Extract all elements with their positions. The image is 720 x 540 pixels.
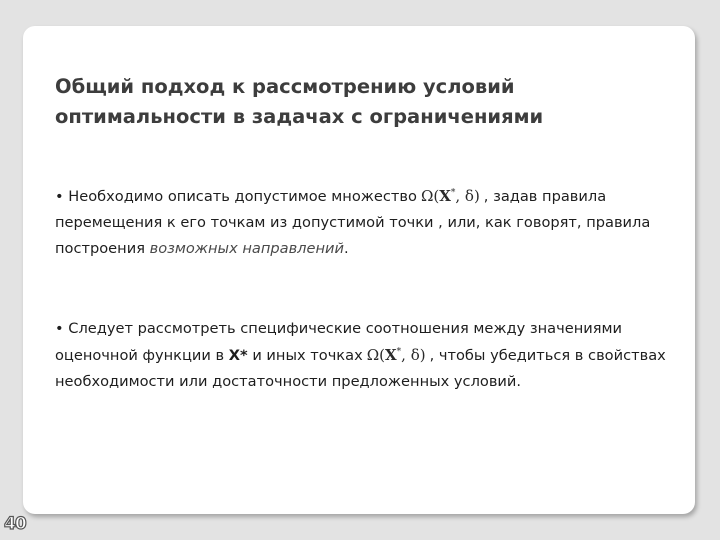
bullet-2-text-before: Следует рассмотреть специфические соотношения между значениями оценочной функции в (55, 320, 623, 364)
emphasis-term: возможных направлений (149, 240, 344, 257)
bullet-1-text-middle: , задав правила перемещения к его точкам из допустимой точки , или, как говорят, правила построения (55, 188, 651, 257)
bullet-1-text-before: Необходимо описать допустимое множество (68, 188, 417, 205)
bullet-item-2 (55, 316, 685, 395)
bold-term: X* (228, 347, 248, 364)
formula-star: * (450, 188, 456, 198)
formula-omega: Ω( (366, 346, 386, 364)
omega-set-formula (367, 342, 426, 368)
formula-x: X (439, 187, 451, 205)
formula-rest: , δ) (455, 187, 480, 205)
bullet-2-text-end: , чтобы убедиться в свойствах необходимости или достаточности предложенных условий. (55, 347, 666, 390)
bullet-1-text-end: . (344, 240, 349, 257)
formula-x: X (385, 346, 397, 364)
slide-title: Общий подход к рассмотрению условий оптимальности в задачах с ограничениями (55, 75, 544, 128)
formula-star: * (396, 347, 402, 357)
formula-omega: Ω( (420, 187, 440, 205)
bullet-marker: • (55, 320, 64, 337)
bullet-item-1 (55, 183, 685, 262)
bullet-2-text-middle: и иных точках (252, 347, 363, 364)
formula-rest: , δ) (401, 346, 426, 364)
omega-set-formula (421, 183, 480, 209)
page-number: 40 (4, 514, 26, 534)
bullet-marker: • (55, 188, 64, 205)
